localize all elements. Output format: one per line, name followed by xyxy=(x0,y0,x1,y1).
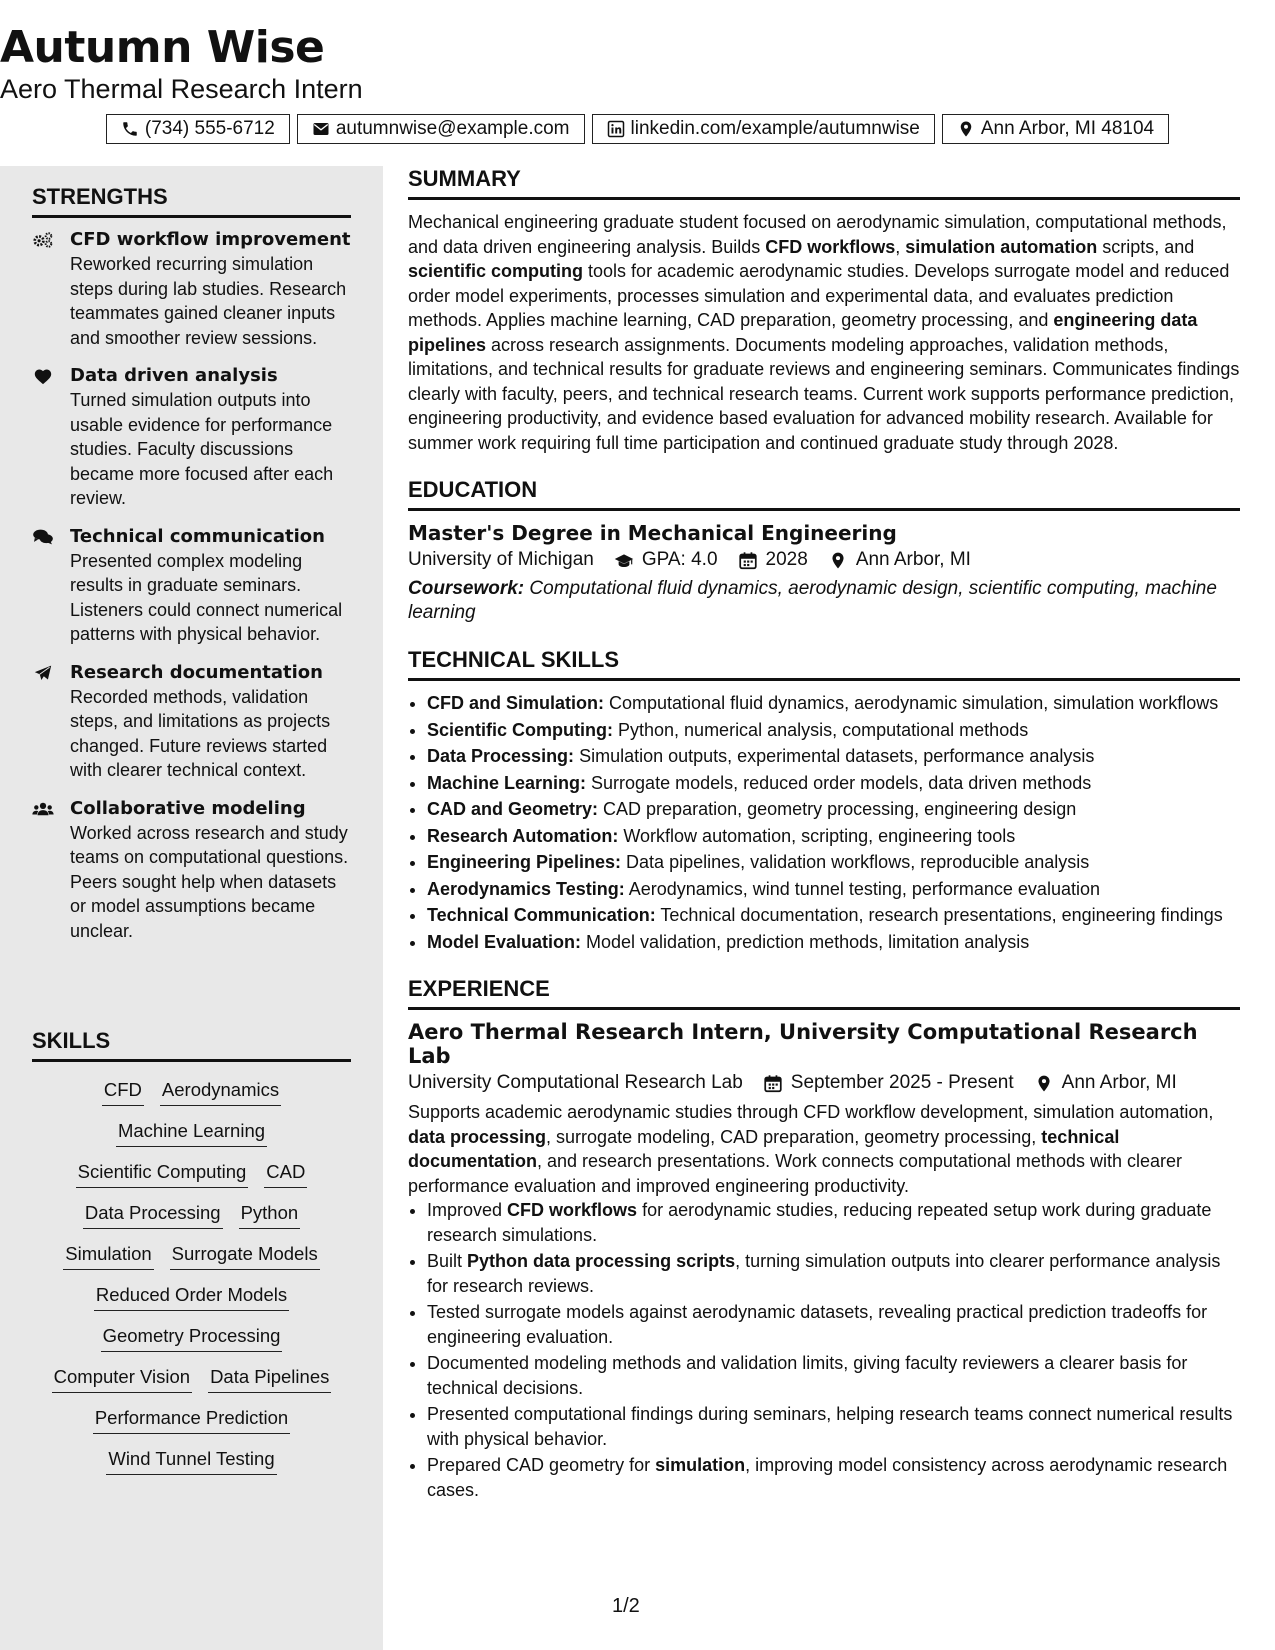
map-pin-icon xyxy=(957,120,975,138)
bold-text: Python data processing scripts xyxy=(467,1251,736,1271)
job-bullets xyxy=(408,1198,1240,1502)
bold-text: CFD workflows xyxy=(765,236,896,257)
technical-skills-list xyxy=(408,691,1240,954)
list-item xyxy=(427,877,1240,902)
contact-location xyxy=(942,114,1169,144)
list-item xyxy=(427,1402,1240,1451)
text-run: , improving model consistency across aerodynamic research cases. xyxy=(427,1455,1228,1500)
sidebar xyxy=(0,166,383,1650)
page-number: 1/2 xyxy=(612,1595,640,1617)
text-run: for aerodynamic studies, reducing repeated setup work during graduate research simulations. xyxy=(427,1200,1212,1245)
strengths-heading: STRENGTHS xyxy=(32,184,351,218)
skills-heading: SKILLS xyxy=(32,1028,351,1062)
list-item xyxy=(427,718,1240,743)
skill-text: Python, numerical analysis, computational methods xyxy=(613,719,1029,740)
text-run: Tested surrogate models against aerodynamic datasets, revealing practical prediction tradeoffs for engineering evaluation. xyxy=(427,1302,1208,1347)
job-title: Aero Thermal Research Intern, University Computational Research Lab xyxy=(408,1020,1198,1068)
bold-text: simulation xyxy=(655,1455,746,1475)
skill-label: Machine Learning: xyxy=(427,772,587,793)
skill-label: Aerodynamics Testing: xyxy=(427,878,625,899)
contact-bar xyxy=(0,114,1275,144)
strength-title: Data driven analysis xyxy=(70,365,278,386)
comments-icon xyxy=(32,525,70,647)
job-dates: September 2025 - Present xyxy=(790,1072,1014,1093)
gears-icon xyxy=(32,228,70,350)
strength-item xyxy=(32,661,351,783)
text-run: , and research presentations. Work connects computational methods with clearer performance evaluation and improved engineering productivity. xyxy=(408,1151,1182,1196)
strength-item xyxy=(32,525,351,647)
strength-text: Worked across research and study teams on computational questions. Peers sought help when datasets or model assumptions became unclear. xyxy=(70,822,349,941)
contact-phone[interactable] xyxy=(106,114,290,144)
text-run: tools for academic aerodynamic studies. Develops surrogate model and reduced order model experiments, processes simulation and experimental data, and evaluates prediction methods. Applies machine learning, CAD preparation, geometry processing, and xyxy=(408,261,1230,330)
list-item xyxy=(427,1249,1240,1298)
envelope-icon xyxy=(312,120,330,138)
skill-label: Data Processing: xyxy=(427,746,575,766)
job-description xyxy=(408,1100,1240,1198)
bold-text: CFD workflows xyxy=(507,1200,638,1220)
education-details xyxy=(408,549,1240,571)
bold-text: simulation automation xyxy=(905,236,1098,257)
skill-tag: Wind Tunnel Testing xyxy=(106,1447,276,1475)
skill-tag: Python xyxy=(239,1201,301,1229)
job-details xyxy=(408,1072,1240,1094)
text-run: Prepared CAD geometry for xyxy=(427,1455,656,1475)
users-icon xyxy=(32,797,70,944)
skill-tag: CAD xyxy=(264,1160,307,1188)
skill-label: Technical Communication: xyxy=(427,905,656,925)
coursework xyxy=(408,577,1240,625)
graduation-year: 2028 xyxy=(765,549,808,570)
skill-tag: Machine Learning xyxy=(116,1119,267,1147)
skills-section xyxy=(32,1028,351,1475)
bold-text: data processing xyxy=(408,1126,547,1147)
gpa-text: GPA: 4.0 xyxy=(641,549,718,570)
calendar-icon xyxy=(763,1074,783,1093)
skill-tag: Data Pipelines xyxy=(208,1365,331,1393)
skill-label: Model Evaluation: xyxy=(427,931,582,952)
bold-text: scientific computing xyxy=(408,261,584,281)
summary-section xyxy=(408,166,1240,455)
skill-text: Model validation, prediction methods, limitation analysis xyxy=(581,931,1030,952)
strength-title: CFD workflow improvement xyxy=(70,229,351,250)
bold-text: technical documentation xyxy=(408,1126,1120,1171)
strength-title: Research documentation xyxy=(70,661,323,683)
skill-text: Workflow automation, scripting, engineering tools xyxy=(618,825,1016,846)
skill-text: Surrogate models, reduced order models, data driven methods xyxy=(586,772,1092,793)
strength-text: Recorded methods, validation steps, and limitations as projects changed. Future reviews started with clearer technical context. xyxy=(70,686,331,780)
contact-email[interactable] xyxy=(297,114,585,144)
list-item xyxy=(427,1453,1240,1502)
skill-label: CFD and Simulation: xyxy=(427,693,604,713)
experience-heading: EXPERIENCE xyxy=(408,976,1240,1010)
organization-name: University Computational Research Lab xyxy=(408,1072,743,1093)
list-item xyxy=(427,1198,1240,1247)
text-run: Improved xyxy=(427,1200,508,1220)
text-run: , turning simulation outputs into clearer performance analysis for research reviews. xyxy=(427,1251,1221,1296)
strength-item xyxy=(32,364,351,511)
bold-text: engineering data pipelines xyxy=(408,310,1198,355)
skill-label: Scientific Computing: xyxy=(427,719,613,740)
skill-text: CAD preparation, geometry processing, engineering design xyxy=(598,799,1077,819)
skill-tag: Simulation xyxy=(63,1242,153,1270)
candidate-role: Aero Thermal Research Intern xyxy=(0,74,363,104)
list-item xyxy=(427,850,1240,875)
list-item xyxy=(427,691,1240,716)
skill-tag: Computer Vision xyxy=(52,1365,192,1393)
linkedin-icon xyxy=(607,120,625,138)
heart-icon xyxy=(32,364,70,511)
contact-linkedin[interactable] xyxy=(592,114,935,144)
text-run: , xyxy=(895,236,906,257)
strength-text: Turned simulation outputs into usable evidence for performance studies. Faculty discussions became more focused after each review. xyxy=(70,390,334,508)
school-location: Ann Arbor, MI xyxy=(855,549,971,570)
text-run: , surrogate modeling, CAD preparation, geometry processing, xyxy=(546,1126,1042,1147)
list-item xyxy=(427,903,1240,928)
linkedin-text: linkedin.com/example/autumnwise xyxy=(630,118,920,139)
paper-plane-icon xyxy=(32,661,70,783)
skill-text: Technical documentation, research presentations, engineering findings xyxy=(655,905,1223,925)
text-run: across research assignments. Documents modeling approaches, validation methods, limitations, and technical results for graduate reviews and engineering seminars. Communicates findings clearly with faculty, peers, and technical research teams. Current work supports performance prediction, engineering productivity, and evidence based evaluation for advanced mobility research. Available for summer work requiring full time participation and continued graduate study through 2028. xyxy=(408,334,1240,453)
skill-tag: Data Processing xyxy=(83,1201,223,1229)
strength-item xyxy=(32,797,351,944)
strength-item xyxy=(32,228,351,350)
skill-label: Research Automation: xyxy=(427,825,619,846)
map-pin-icon xyxy=(828,551,848,570)
skill-tag: Surrogate Models xyxy=(170,1242,320,1270)
main-content xyxy=(408,166,1240,1524)
text-run: Mechanical engineering graduate student focused on aerodynamic simulation, computational methods, and data driven engineering analysis. Builds xyxy=(408,212,1227,257)
phone-text: (734) 555-6712 xyxy=(144,118,275,139)
strength-text: Reworked recurring simulation steps during lab studies. Research teammates gained cleaner inputs and smoother review sessions. xyxy=(70,254,347,348)
experience-section xyxy=(408,976,1240,1502)
degree-title: Master's Degree in Mechanical Engineering xyxy=(408,521,897,545)
text-run: scripts, and xyxy=(1097,236,1195,257)
text-run: Built xyxy=(427,1251,468,1271)
calendar-icon xyxy=(738,551,758,570)
candidate-name: Autumn Wise xyxy=(0,22,325,73)
list-item xyxy=(427,1300,1240,1349)
skill-label: Engineering Pipelines: xyxy=(427,852,622,872)
strengths-section xyxy=(32,184,351,957)
list-item xyxy=(427,744,1240,769)
skill-label: CAD and Geometry: xyxy=(427,799,599,819)
summary-text xyxy=(408,210,1240,455)
skill-tag: Reduced Order Models xyxy=(94,1283,289,1311)
education-section xyxy=(408,477,1240,625)
skill-text: Computational fluid dynamics, aerodynamic simulation, simulation workflows xyxy=(604,693,1219,713)
text-run: Documented modeling methods and validation limits, giving faculty reviewers a clearer basis for technical decisions. xyxy=(427,1353,1188,1398)
graduation-cap-icon xyxy=(614,551,634,570)
phone-icon xyxy=(121,120,139,138)
text-run: Supports academic aerodynamic studies through CFD workflow development, simulation automation, xyxy=(408,1102,1214,1122)
job-location: Ann Arbor, MI xyxy=(1061,1072,1177,1093)
skill-tags xyxy=(32,1072,351,1475)
skill-tag: Geometry Processing xyxy=(101,1324,283,1352)
list-item xyxy=(427,824,1240,849)
strength-title: Technical communication xyxy=(70,525,325,547)
coursework-text: Computational fluid dynamics, aerodynamic design, scientific computing, machine learning xyxy=(408,578,1217,623)
school-name: University of Michigan xyxy=(408,549,594,570)
strength-text: Presented complex modeling results in graduate seminars. Listeners could connect numerical patterns with physical behavior. xyxy=(70,550,343,644)
skill-tag: CFD xyxy=(102,1078,144,1106)
list-item xyxy=(427,1351,1240,1400)
skill-tag: Scientific Computing xyxy=(76,1160,249,1188)
skill-text: Data pipelines, validation workflows, reproducible analysis xyxy=(621,852,1090,872)
map-pin-icon xyxy=(1034,1074,1054,1093)
list-item xyxy=(427,771,1240,796)
technical-skills-section xyxy=(408,647,1240,954)
email-text: autumnwise@example.com xyxy=(335,118,570,139)
technical-skills-heading: TECHNICAL SKILLS xyxy=(408,647,1240,681)
skill-text: Simulation outputs, experimental datasets, performance analysis xyxy=(574,746,1095,766)
location-text: Ann Arbor, MI 48104 xyxy=(980,118,1155,139)
text-run: Presented computational findings during seminars, helping research teams connect numerical results with physical behavior. xyxy=(427,1404,1233,1449)
education-heading: EDUCATION xyxy=(408,477,1240,511)
skill-tag: Aerodynamics xyxy=(160,1078,281,1106)
coursework-label: Coursework: xyxy=(408,578,525,599)
skill-text: Aerodynamics, wind tunnel testing, performance evaluation xyxy=(624,878,1100,899)
summary-heading: SUMMARY xyxy=(408,166,1240,200)
list-item xyxy=(427,930,1240,955)
strength-title: Collaborative modeling xyxy=(70,797,306,819)
list-item xyxy=(427,797,1240,822)
skill-tag: Performance Prediction xyxy=(93,1406,290,1434)
